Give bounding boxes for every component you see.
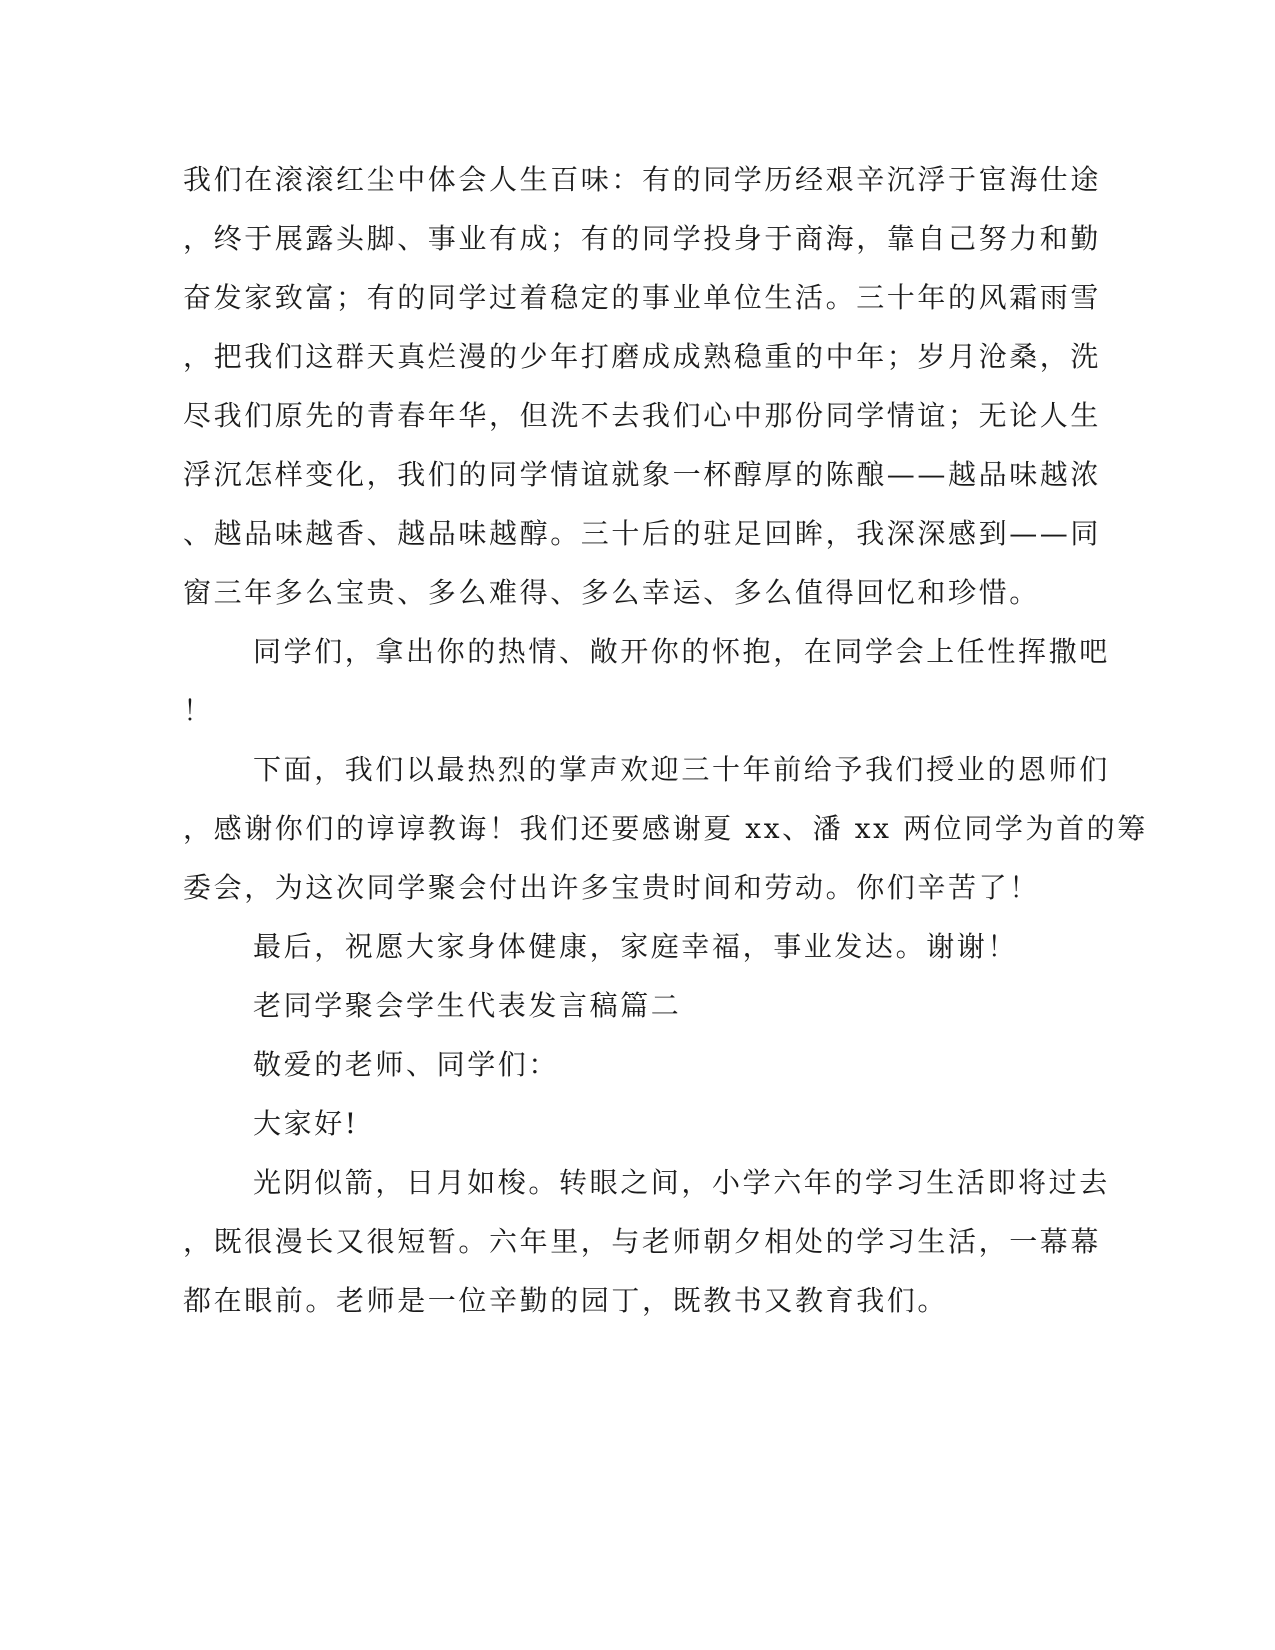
text-line: 、越品味越香、越品味越醇。三十后的驻足回眸，我深深感到——同: [183, 517, 1102, 550]
text-line: ，把我们这群天真烂漫的少年打磨成成熟稳重的中年；岁月沧桑，洗: [183, 340, 1102, 373]
text-line: ，终于展露头脚、事业有成；有的同学投身于商海，靠自己努力和勤: [183, 222, 1102, 255]
text-line: 我们在滚滚红尘中体会人生百味：有的同学历经艰辛沉浮于宦海仕途: [183, 163, 1102, 196]
text-line: 奋发家致富；有的同学过着稳定的事业单位生活。三十年的风霜雨雪: [183, 281, 1102, 314]
text-line: 浮沉怎样变化，我们的同学情谊就象一杯醇厚的陈酿——越品味越浓: [183, 458, 1102, 491]
text-line: 委会，为这次同学聚会付出许多宝贵时间和劳动。你们辛苦了！: [183, 871, 1040, 904]
paragraph-start: 光阴似箭，日月如梭。转眼之间，小学六年的学习生活即将过去: [253, 1166, 1110, 1199]
text-line: ，感谢你们的谆谆教诲！我们还要感谢夏 xx、潘 xx 两位同学为首的筹: [183, 812, 1148, 845]
paragraph-start: 下面，我们以最热烈的掌声欢迎三十年前给予我们授业的恩师们: [253, 753, 1110, 786]
text-line: ，既很漫长又很短暂。六年里，与老师朝夕相处的学习生活，一幕幕: [183, 1225, 1102, 1258]
text-line: 都在眼前。老师是一位辛勤的园丁，既教书又教育我们。: [183, 1284, 949, 1317]
text-line: 窗三年多么宝贵、多么难得、多么幸运、多么值得回忆和珍惜。: [183, 576, 1040, 609]
greeting: 大家好!: [253, 1107, 359, 1140]
paragraph-start: 同学们，拿出你的热情、敞开你的怀抱，在同学会上任性挥撒吧: [253, 635, 1110, 668]
salutation: 敬爱的老师、同学们：: [253, 1048, 560, 1081]
paragraph-start: 最后，祝愿大家身体健康，家庭幸福，事业发达。谢谢！: [253, 930, 1019, 963]
body-text: [183, 150, 1148, 1330]
section-heading: 老同学聚会学生代表发言稿篇二: [253, 989, 682, 1022]
text-line: 尽我们原先的青春年华，但洗不去我们心中那份同学情谊；无论人生: [183, 399, 1102, 432]
text-line: ！: [183, 694, 214, 727]
